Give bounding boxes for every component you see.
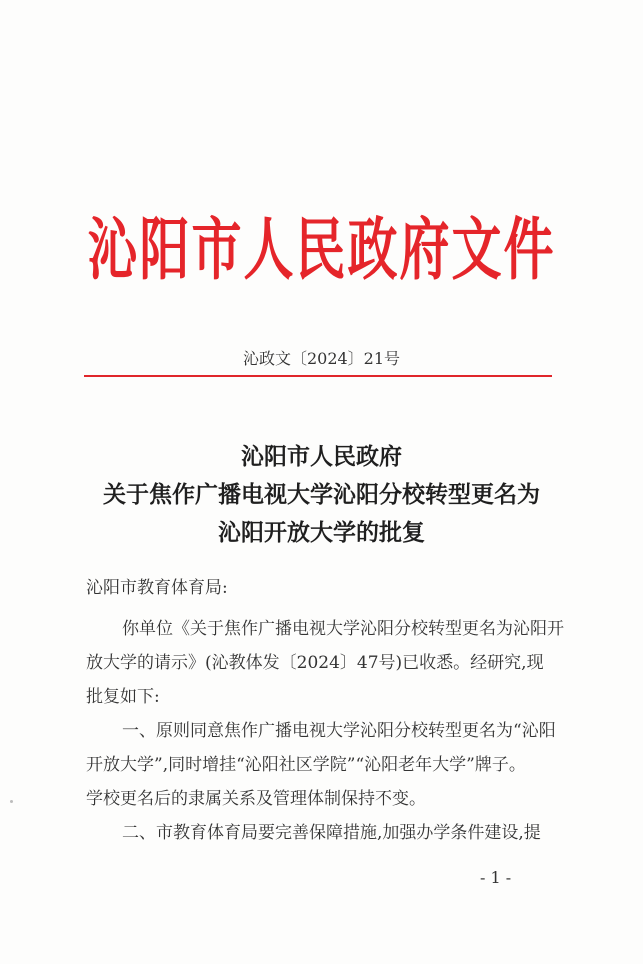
paragraph-1-line-1: 你单位《关于焦作广播电视大学沁阳分校转型更名为沁阳开 bbox=[122, 619, 564, 639]
paragraph-2-line-1: 一、原则同意焦作广播电视大学沁阳分校转型更名为“沁阳 bbox=[122, 721, 556, 741]
paragraph-2-line-2: 开放大学”,同时增挂“沁阳社区学院”“沁阳老年大学”牌子。 bbox=[86, 755, 526, 775]
red-divider-line bbox=[84, 375, 552, 377]
page-number: - 1 - bbox=[480, 868, 512, 887]
masthead-title: 沁阳市人民政府文件 bbox=[87, 209, 556, 290]
paragraph-2-line-3: 学校更名后的隶属关系及管理体制保持不变。 bbox=[86, 789, 426, 809]
paragraph-3-line-1: 二、市教育体育局要完善保障措施,加强办学条件建设,提 bbox=[122, 823, 541, 843]
addressee: 沁阳市教育体育局: bbox=[86, 578, 228, 598]
paragraph-1-line-3: 批复如下: bbox=[86, 687, 160, 707]
scan-speck bbox=[10, 800, 13, 803]
document-title-line-2: 关于焦作广播电视大学沁阳分校转型更名为 bbox=[103, 481, 540, 508]
document-number: 沁政文〔2024〕21号 bbox=[242, 349, 401, 368]
document-title-line-1: 沁阳市人民政府 bbox=[241, 443, 402, 470]
paragraph-1-line-2: 放大学的请示》(沁教体发〔2024〕47号)已收悉。经研究,现 bbox=[86, 653, 544, 673]
document-title-line-3: 沁阳开放大学的批复 bbox=[218, 519, 425, 546]
